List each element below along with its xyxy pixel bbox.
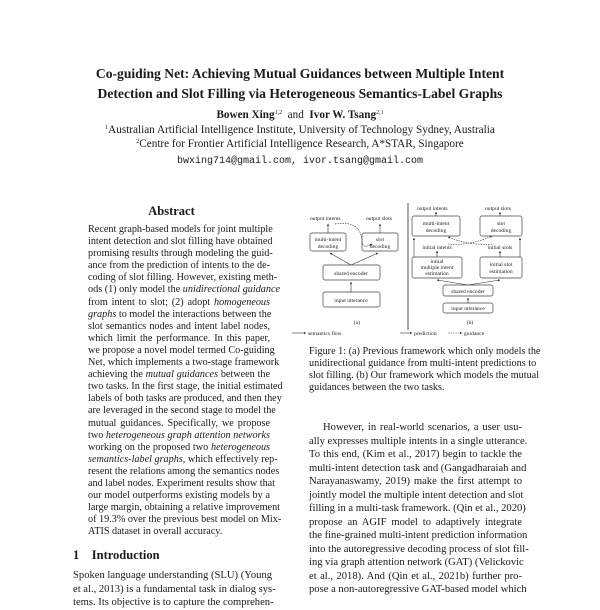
fig-a-input-utterance: input utterance: [334, 298, 368, 304]
text-line: filling in a multi-task framework. (Qin et al., 2020): [309, 503, 526, 514]
fig-b-initial-intent-estimation: multiple intent: [420, 265, 454, 271]
text-line: propose an AGIF model to adaptively integrate: [309, 516, 522, 528]
text-line: multi-intent detection task and (Gangadharaiah and: [309, 462, 527, 474]
fig-a-multi-intent-decoding: decoding: [317, 244, 339, 250]
text-line: guidances between the two tasks.: [309, 382, 445, 393]
text-line: intent detection and slot filling have obtained: [88, 236, 273, 248]
text-line: slot filling. (b) Our framework which models the mutual: [309, 370, 540, 381]
fig-b-initial-slot-estimation: estimation: [489, 269, 513, 275]
fig-a-slot-decoding: slot: [375, 237, 385, 243]
text-line: resent the relations among the semantics nodes: [88, 465, 280, 477]
fig-b-initial-slots: initial slots: [487, 245, 513, 251]
text-line: ods (1) only model the unidirectional guidance: [88, 284, 281, 296]
text-line: To this end, (Kim et al., 2017) begin to tackle the: [309, 449, 522, 460]
fig-a-shared-encoder: shared encoder: [334, 271, 368, 277]
text-line: which limit the performance. In this paper,: [88, 332, 270, 344]
text-line: Net, which implements a two-stage framework: [88, 357, 280, 369]
text-line: large margin, obtaining a relative improvement: [88, 502, 280, 514]
author-1-sup: 1,2: [274, 110, 283, 116]
text-line: the fine-grained multi-intent prediction information: [309, 530, 528, 541]
text-line: slot semantics nodes and intent label nodes,: [88, 320, 270, 332]
text-line: coding of slot filling. However, existing meth-: [88, 272, 278, 284]
emails: bwxing714@gmail.com, ivor.tsang@gmail.com: [176, 156, 424, 167]
legend-prediction: prediction: [414, 331, 437, 337]
fig-b-shared-encoder: shared encoder: [451, 289, 485, 295]
text-line: ATIS dataset in overall accuracy.: [88, 526, 223, 538]
author-2-sup: 2,1: [376, 110, 384, 116]
author-2: Ivor W. Tsang: [309, 109, 377, 121]
right-column-body: [309, 421, 529, 597]
text-line: ally expresses multiple intents in a single utterance.: [309, 435, 528, 447]
abstract-heading: Abstract: [148, 204, 195, 218]
text-line: two heterogeneous graph attention networks: [88, 429, 271, 441]
text-line: tems. Its objective is to capture the comprehen-: [73, 597, 274, 608]
text-line: from intent to slot; (2) adopt homogeneous: [88, 296, 270, 308]
text-line: Spoken language understanding (SLU) (Young: [73, 570, 273, 581]
fig-b-label: (b): [466, 320, 474, 326]
fig-b-initial-intents: initial intents: [422, 245, 452, 251]
affiliation-text: Centre for Frontier Artificial Intelligence Research, A*STAR, Singapore: [139, 138, 464, 150]
fig-b-output-slots: output slots: [485, 206, 511, 212]
text-line: our model outperforms existing models by a: [88, 490, 270, 502]
fig-a-output-slots: output slots: [366, 216, 392, 222]
text-line: pose a non-autoregressive GAT-based model which: [309, 584, 527, 595]
text-line: et al., 2013) is a fundamental task in dialog sys-: [73, 583, 276, 595]
legend-guidance: guidance: [464, 331, 485, 337]
fig-a-multi-intent-decoding: multi-intent: [314, 237, 342, 243]
text-line: ing via graph attention network (GAT) (Velickovic: [309, 557, 524, 568]
text-line: Recent graph-based models for joint multiple: [88, 224, 273, 235]
fig-b-initial-slot-estimation: initial slot: [489, 262, 513, 268]
author-1: Bowen Xing: [216, 109, 275, 121]
text-line: into the autoregressive decoding process of slot fill-: [309, 543, 529, 555]
text-line: However, in real-world scenarios, a user usu-: [323, 422, 522, 433]
text-line: et al., 2018). And (Qin et al., 2021b) further pro-: [309, 570, 522, 582]
paper-title-line-1: Co-guiding Net: Achieving Mutual Guidances between Multiple Intent: [95, 66, 505, 81]
figure-1-caption: [309, 346, 541, 394]
and-text: and: [287, 109, 304, 121]
section-number: 1: [73, 548, 80, 562]
text-line: promising results through modeling the guid-: [88, 248, 273, 260]
text-line: and label nodes. Experiment results show that: [88, 477, 276, 489]
fig-b-multi-intent-decoding: decoding: [425, 228, 447, 234]
paper-title-line-2: Detection and Slot Filling via Heterogeneous Semantics-Label Graphs: [97, 86, 503, 101]
fig-b-slot-decoding: decoding: [490, 228, 512, 234]
affil-mark: 2: [136, 139, 140, 145]
text-line: graphs to model the interactions between the: [88, 308, 272, 320]
affiliation-text: Australian Artificial Intelligence Institute, University of Technology Sydney, Australia: [108, 124, 495, 136]
fig-b-initial-intent-estimation: estimation: [425, 271, 449, 277]
fig-a-slot-decoding: decoding: [369, 244, 391, 250]
text-line: working on the proposed two heterogeneous: [88, 441, 270, 453]
section-title: Introduction: [91, 548, 160, 562]
text-line: Figure 1: (a) Previous framework which only models the: [309, 346, 541, 357]
text-line: of 19.3% over the previous best model on Mix-: [88, 514, 282, 526]
fig-a-label: (a): [353, 320, 361, 326]
text-line: mutual guidances. Specifically, we propose: [88, 417, 270, 429]
fig-b-slot-decoding: slot: [496, 221, 506, 227]
text-line: unidirectional guidance from multi-intent predictions to: [309, 358, 537, 369]
text-line: ance from the prediction of intents to the de-: [88, 260, 270, 272]
text-line: semantics-label graphs, which effectively rep-: [88, 453, 278, 465]
text-line: achieving the mutual guidances between the: [88, 369, 271, 381]
text-line: are leveraged in the second stage to model the: [88, 405, 276, 417]
text-line: Narayanaswamy, 2019) make the first attempt to: [309, 476, 522, 487]
affil-mark: 1: [105, 125, 109, 131]
fig-b-output-intents: output intents: [417, 206, 448, 212]
fig-b-multi-intent-decoding: multi-intent: [422, 221, 450, 227]
legend-semantics-flow: semantics flow: [308, 331, 342, 337]
fig-b-initial-intent-estimation: initial: [430, 259, 444, 265]
text-line: we propose a novel model termed Co-guiding: [88, 344, 275, 356]
fig-a-output-intents: output intents: [310, 216, 341, 222]
text-line: labels of both tasks are produced, and then they: [88, 393, 282, 405]
fig-b-input-utterance: input utterance: [451, 306, 485, 312]
text-line: jointly model the multiple intent detection and slot: [309, 489, 524, 501]
text-line: two tasks. In the first stage, the initial estimated: [88, 381, 283, 393]
